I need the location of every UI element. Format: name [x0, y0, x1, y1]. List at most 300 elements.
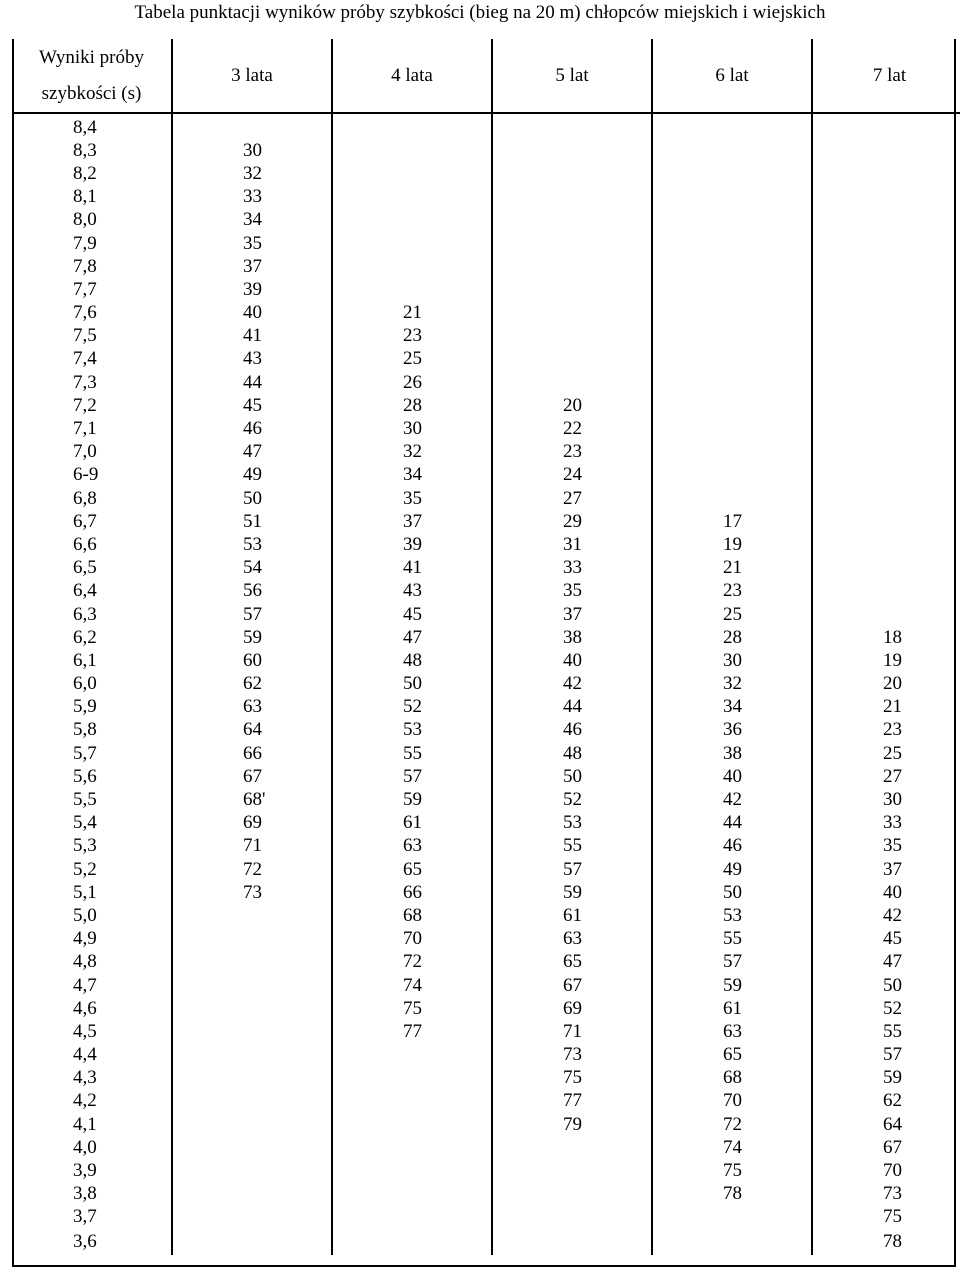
- score-cell: [172, 1183, 332, 1206]
- score-cell: 65: [492, 951, 652, 974]
- score-cell: 40: [652, 765, 812, 788]
- score-cell: [812, 371, 960, 394]
- score-cell: 71: [172, 835, 332, 858]
- score-cell: [172, 1159, 332, 1182]
- score-cell: 25: [652, 603, 812, 626]
- score-cell: 45: [172, 394, 332, 417]
- table-row: [12, 696, 960, 719]
- score-cell: [492, 371, 652, 394]
- score-cell: 37: [332, 510, 492, 533]
- score-cell: [332, 1183, 492, 1206]
- result-time-cell: 7,8: [12, 255, 172, 278]
- score-cell: 35: [332, 487, 492, 510]
- score-cell: 65: [332, 858, 492, 881]
- table-row: [12, 603, 960, 626]
- result-time-cell: 6,3: [12, 603, 172, 626]
- score-cell: [172, 1067, 332, 1090]
- score-cell: 42: [883, 904, 902, 926]
- score-cell: 63: [492, 928, 652, 951]
- score-cell: 59: [332, 788, 492, 811]
- score-cell: [492, 302, 652, 325]
- result-time-cell: 6,0: [12, 673, 172, 696]
- score-cell: 55: [883, 1020, 902, 1042]
- score-cell: [652, 116, 812, 139]
- score-cell: 61: [652, 997, 812, 1020]
- table-row: [12, 626, 960, 649]
- score-cell: 53: [492, 812, 652, 835]
- score-cell: [492, 162, 652, 185]
- header-result-column: [12, 39, 172, 113]
- table-row: [12, 348, 960, 371]
- score-cell: 34: [172, 209, 332, 232]
- score-cell: [172, 974, 332, 997]
- score-cell: [812, 162, 960, 185]
- score-cell: 68: [652, 1067, 812, 1090]
- table-row: [12, 1229, 960, 1255]
- score-cell: [812, 510, 960, 533]
- score-cell: 37: [172, 255, 332, 278]
- score-cell: 45: [332, 603, 492, 626]
- score-cell: 33: [172, 186, 332, 209]
- score-cell: 47: [332, 626, 492, 649]
- score-cell: [332, 1113, 492, 1136]
- score-cell: 69: [172, 812, 332, 835]
- score-cell: 57: [652, 951, 812, 974]
- score-cell: [812, 186, 960, 209]
- score-cell: 63: [652, 1020, 812, 1043]
- table-row: [12, 580, 960, 603]
- table-row: [12, 881, 960, 904]
- score-cell: 64: [172, 719, 332, 742]
- table-row: [12, 232, 960, 255]
- result-time-cell: 4,1: [12, 1113, 172, 1136]
- table-row: [12, 788, 960, 811]
- result-time-cell: 3,7: [12, 1206, 172, 1229]
- score-cell: 55: [492, 835, 652, 858]
- score-cell: [332, 1229, 492, 1255]
- result-time-cell: 8,2: [12, 162, 172, 185]
- score-cell: [812, 487, 960, 510]
- table-row: [12, 116, 960, 139]
- score-cell: 73: [883, 1183, 902, 1205]
- score-cell: 37: [883, 858, 902, 880]
- result-time-cell: 3,9: [12, 1159, 172, 1182]
- score-cell: 67: [172, 765, 332, 788]
- score-cell: 23: [883, 719, 902, 741]
- result-time-cell: 4,7: [12, 974, 172, 997]
- score-cell: 34: [652, 696, 812, 719]
- score-cell: [812, 533, 960, 556]
- score-cell: [332, 1136, 492, 1159]
- score-cell: 47: [883, 951, 902, 973]
- score-cell: [172, 1206, 332, 1229]
- score-cell: 30: [883, 789, 902, 811]
- score-table: [12, 39, 960, 1255]
- score-cell: [652, 348, 812, 371]
- score-cell: 49: [172, 464, 332, 487]
- score-cell: 61: [492, 904, 652, 927]
- score-cell: [332, 1159, 492, 1182]
- score-cell: 57: [172, 603, 332, 626]
- score-cell: [492, 1183, 652, 1206]
- score-cell: 46: [652, 835, 812, 858]
- score-cell: 78: [652, 1183, 812, 1206]
- score-cell: [652, 394, 812, 417]
- score-cell: 74: [652, 1136, 812, 1159]
- score-cell: [332, 116, 492, 139]
- result-time-cell: 4,5: [12, 1020, 172, 1043]
- score-cell: 23: [332, 325, 492, 348]
- result-time-cell: 7,4: [12, 348, 172, 371]
- score-cell: 52: [883, 997, 902, 1019]
- score-cell: [652, 441, 812, 464]
- score-cell: [492, 116, 652, 139]
- score-cell: 66: [332, 881, 492, 904]
- score-cell: 72: [172, 858, 332, 881]
- score-cell: 28: [652, 626, 812, 649]
- score-cell: 37: [492, 603, 652, 626]
- score-cell: 27: [883, 765, 902, 787]
- score-cell: [812, 441, 960, 464]
- result-time-cell: 8,1: [12, 186, 172, 209]
- table-row: [12, 302, 960, 325]
- score-cell: 21: [332, 302, 492, 325]
- table-row: [12, 186, 960, 209]
- header-result-line1: Wyniki próby: [39, 46, 144, 68]
- score-cell: 53: [172, 533, 332, 556]
- score-cell: [652, 417, 812, 440]
- table-row: [12, 858, 960, 881]
- result-time-cell: 6,4: [12, 580, 172, 603]
- table-row: [12, 139, 960, 162]
- score-cell: [652, 232, 812, 255]
- score-cell: [492, 1229, 652, 1255]
- table-row: [12, 812, 960, 835]
- score-cell: 74: [332, 974, 492, 997]
- score-cell: 59: [492, 881, 652, 904]
- score-cell: [492, 209, 652, 232]
- score-cell: 31: [492, 533, 652, 556]
- result-time-cell: 6,1: [12, 649, 172, 672]
- score-cell: 41: [172, 325, 332, 348]
- score-cell: [172, 1113, 332, 1136]
- header-age-4: 4 lata: [332, 39, 492, 113]
- result-time-cell: 5,1: [12, 881, 172, 904]
- table-row: [12, 765, 960, 788]
- score-cell: 42: [652, 788, 812, 811]
- score-cell: 18: [883, 626, 902, 648]
- score-cell: [812, 394, 960, 417]
- score-cell: 38: [652, 742, 812, 765]
- table-row: [12, 835, 960, 858]
- table-row: [12, 209, 960, 232]
- score-cell: 63: [332, 835, 492, 858]
- score-cell: 21: [652, 557, 812, 580]
- score-cell: 35: [492, 580, 652, 603]
- table-title: Tabela punktacji wyników próby szybkości (bieg na 20 m) chłopców miejskich i wiejskich: [134, 2, 826, 23]
- score-cell: 71: [492, 1020, 652, 1043]
- score-cell: 75: [883, 1206, 902, 1228]
- result-time-cell: 5,2: [12, 858, 172, 881]
- score-cell: [652, 325, 812, 348]
- score-cell: 43: [332, 580, 492, 603]
- table-row: [12, 278, 960, 301]
- score-cell: [812, 417, 960, 440]
- score-cell: 25: [883, 742, 902, 764]
- score-cell: 77: [492, 1090, 652, 1113]
- score-cell: [332, 1090, 492, 1113]
- table-row: [12, 649, 960, 672]
- score-cell: 20: [492, 394, 652, 417]
- table-row: [12, 1067, 960, 1090]
- score-cell: [492, 139, 652, 162]
- score-cell: 38: [492, 626, 652, 649]
- header-age-3: 3 lata: [172, 39, 332, 113]
- score-cell: 32: [332, 441, 492, 464]
- table-row: [12, 1044, 960, 1067]
- score-cell: 40: [883, 881, 902, 903]
- score-cell: 24: [492, 464, 652, 487]
- result-time-cell: 7,6: [12, 302, 172, 325]
- score-cell: 25: [332, 348, 492, 371]
- score-cell: [172, 1090, 332, 1113]
- score-cell: [332, 1044, 492, 1067]
- result-time-cell: 5,4: [12, 812, 172, 835]
- result-time-cell: 8,3: [12, 139, 172, 162]
- table-row: [12, 1090, 960, 1113]
- score-cell: [652, 371, 812, 394]
- score-cell: 19: [883, 649, 902, 671]
- score-cell: 66: [172, 742, 332, 765]
- score-cell: 34: [332, 464, 492, 487]
- score-cell: 46: [492, 719, 652, 742]
- score-cell: [812, 278, 960, 301]
- score-cell: [652, 162, 812, 185]
- score-cell: 30: [332, 417, 492, 440]
- score-cell: 73: [492, 1044, 652, 1067]
- score-cell: 40: [172, 302, 332, 325]
- score-cell: [812, 209, 960, 232]
- result-time-cell: 5,9: [12, 696, 172, 719]
- score-cell: 35: [172, 232, 332, 255]
- score-cell: [332, 232, 492, 255]
- result-time-cell: 4,3: [12, 1067, 172, 1090]
- score-cell: [652, 1229, 812, 1255]
- score-cell: 35: [883, 835, 902, 857]
- score-cell: [172, 904, 332, 927]
- result-time-cell: 7,0: [12, 441, 172, 464]
- result-time-cell: 6,5: [12, 557, 172, 580]
- header-result-line2: szybkości (s): [41, 82, 142, 104]
- score-cell: 50: [172, 487, 332, 510]
- score-cell: 62: [883, 1090, 902, 1112]
- score-cell: 68: [332, 904, 492, 927]
- score-cell: [652, 186, 812, 209]
- score-cell: 53: [652, 904, 812, 927]
- score-cell: [332, 209, 492, 232]
- score-cell: 44: [652, 812, 812, 835]
- score-cell: 32: [652, 673, 812, 696]
- table-row: [12, 464, 960, 487]
- table-row: [12, 510, 960, 533]
- score-cell: [332, 139, 492, 162]
- score-cell: [812, 255, 960, 278]
- table-header-row: [12, 39, 960, 113]
- result-time-cell: 4,6: [12, 997, 172, 1020]
- score-cell: 21: [883, 696, 902, 718]
- result-time-cell: 6,8: [12, 487, 172, 510]
- score-cell: 47: [172, 441, 332, 464]
- score-cell: 46: [172, 417, 332, 440]
- score-cell: [652, 255, 812, 278]
- score-cell: [812, 580, 960, 603]
- result-time-cell: 7,3: [12, 371, 172, 394]
- score-cell: 42: [492, 673, 652, 696]
- result-time-cell: 5,3: [12, 835, 172, 858]
- score-cell: 69: [492, 997, 652, 1020]
- result-time-cell: 5,8: [12, 719, 172, 742]
- score-cell: 48: [492, 742, 652, 765]
- score-cell: 61: [332, 812, 492, 835]
- score-cell: 33: [883, 812, 902, 834]
- header-age-7: 7 lat: [812, 39, 960, 113]
- table-row: [12, 1183, 960, 1206]
- score-cell: 22: [492, 417, 652, 440]
- table-row: [12, 742, 960, 765]
- score-cell: [812, 557, 960, 580]
- table-row: [12, 1159, 960, 1182]
- table-row: [12, 1206, 960, 1229]
- result-time-cell: 7,9: [12, 232, 172, 255]
- score-cell: 54: [172, 557, 332, 580]
- score-cell: 20: [883, 673, 902, 695]
- score-cell: 50: [332, 673, 492, 696]
- score-cell: [172, 116, 332, 139]
- score-cell: [172, 951, 332, 974]
- score-cell: [332, 1206, 492, 1229]
- table-row: [12, 974, 960, 997]
- score-cell: 73: [172, 881, 332, 904]
- score-cell: 49: [652, 858, 812, 881]
- score-cell: 39: [172, 278, 332, 301]
- score-cell: [652, 302, 812, 325]
- score-cell: 55: [332, 742, 492, 765]
- result-time-cell: 4,9: [12, 928, 172, 951]
- table-row: [12, 533, 960, 556]
- score-cell: 39: [332, 533, 492, 556]
- score-cell: 64: [883, 1113, 902, 1135]
- score-cell: [332, 186, 492, 209]
- score-cell: [172, 1229, 332, 1255]
- result-time-cell: 3,8: [12, 1183, 172, 1206]
- result-time-cell: 8,0: [12, 209, 172, 232]
- result-time-cell: 7,1: [12, 417, 172, 440]
- score-cell: [172, 1044, 332, 1067]
- score-cell: [172, 1020, 332, 1043]
- result-time-cell: 7,7: [12, 278, 172, 301]
- score-cell: 70: [652, 1090, 812, 1113]
- score-cell: [492, 1159, 652, 1182]
- score-cell: 44: [492, 696, 652, 719]
- score-cell: 60: [172, 649, 332, 672]
- score-cell: 57: [883, 1044, 902, 1066]
- score-cell: 23: [652, 580, 812, 603]
- score-cell: 27: [492, 487, 652, 510]
- score-cell: 23: [492, 441, 652, 464]
- score-cell: [492, 325, 652, 348]
- table-row: [12, 951, 960, 974]
- score-cell: [492, 232, 652, 255]
- table-row: [12, 162, 960, 185]
- result-time-cell: 4,2: [12, 1090, 172, 1113]
- result-time-cell: 8,4: [12, 116, 172, 139]
- score-cell: 57: [332, 765, 492, 788]
- score-cell: 75: [332, 997, 492, 1020]
- score-cell: 75: [492, 1067, 652, 1090]
- header-age-5: 5 lat: [492, 39, 652, 113]
- table-row: [12, 557, 960, 580]
- score-cell: 53: [332, 719, 492, 742]
- score-cell: [332, 255, 492, 278]
- score-cell: 36: [652, 719, 812, 742]
- score-cell: [332, 278, 492, 301]
- table-row: [12, 1113, 960, 1136]
- result-time-cell: 3,6: [12, 1229, 172, 1255]
- score-cell: [652, 139, 812, 162]
- score-cell: 62: [172, 673, 332, 696]
- table-row: [12, 441, 960, 464]
- table-row: [12, 1136, 960, 1159]
- result-time-cell: 4,0: [12, 1136, 172, 1159]
- score-cell: 59: [652, 974, 812, 997]
- table-row: [12, 325, 960, 348]
- score-cell: 67: [492, 974, 652, 997]
- score-cell: 28: [332, 394, 492, 417]
- score-cell: [332, 162, 492, 185]
- score-cell: [172, 997, 332, 1020]
- score-cell: 30: [652, 649, 812, 672]
- result-time-cell: 7,5: [12, 325, 172, 348]
- score-cell: 70: [883, 1160, 902, 1182]
- score-cell: 51: [172, 510, 332, 533]
- score-cell: [812, 139, 960, 162]
- score-cell: [812, 232, 960, 255]
- result-time-cell: 4,4: [12, 1044, 172, 1067]
- score-cell: 33: [492, 557, 652, 580]
- score-cell: 57: [492, 858, 652, 881]
- score-cell: 44: [172, 371, 332, 394]
- score-cell: 67: [883, 1136, 902, 1158]
- score-cell: 79: [492, 1113, 652, 1136]
- table-row: [12, 673, 960, 696]
- score-cell: [652, 464, 812, 487]
- score-cell: 77: [332, 1020, 492, 1043]
- result-time-cell: 7,2: [12, 394, 172, 417]
- score-cell: 72: [332, 951, 492, 974]
- score-cell: 50: [492, 765, 652, 788]
- score-cell: 48: [332, 649, 492, 672]
- score-cell: 40: [492, 649, 652, 672]
- score-cell: [812, 603, 960, 626]
- result-time-cell: 6,2: [12, 626, 172, 649]
- result-time-cell: 6,7: [12, 510, 172, 533]
- result-time-cell: 5,0: [12, 904, 172, 927]
- table-row: [12, 997, 960, 1020]
- score-cell: 19: [652, 533, 812, 556]
- score-cell: 59: [883, 1067, 902, 1089]
- score-cell: [812, 302, 960, 325]
- score-cell: 68': [172, 788, 332, 811]
